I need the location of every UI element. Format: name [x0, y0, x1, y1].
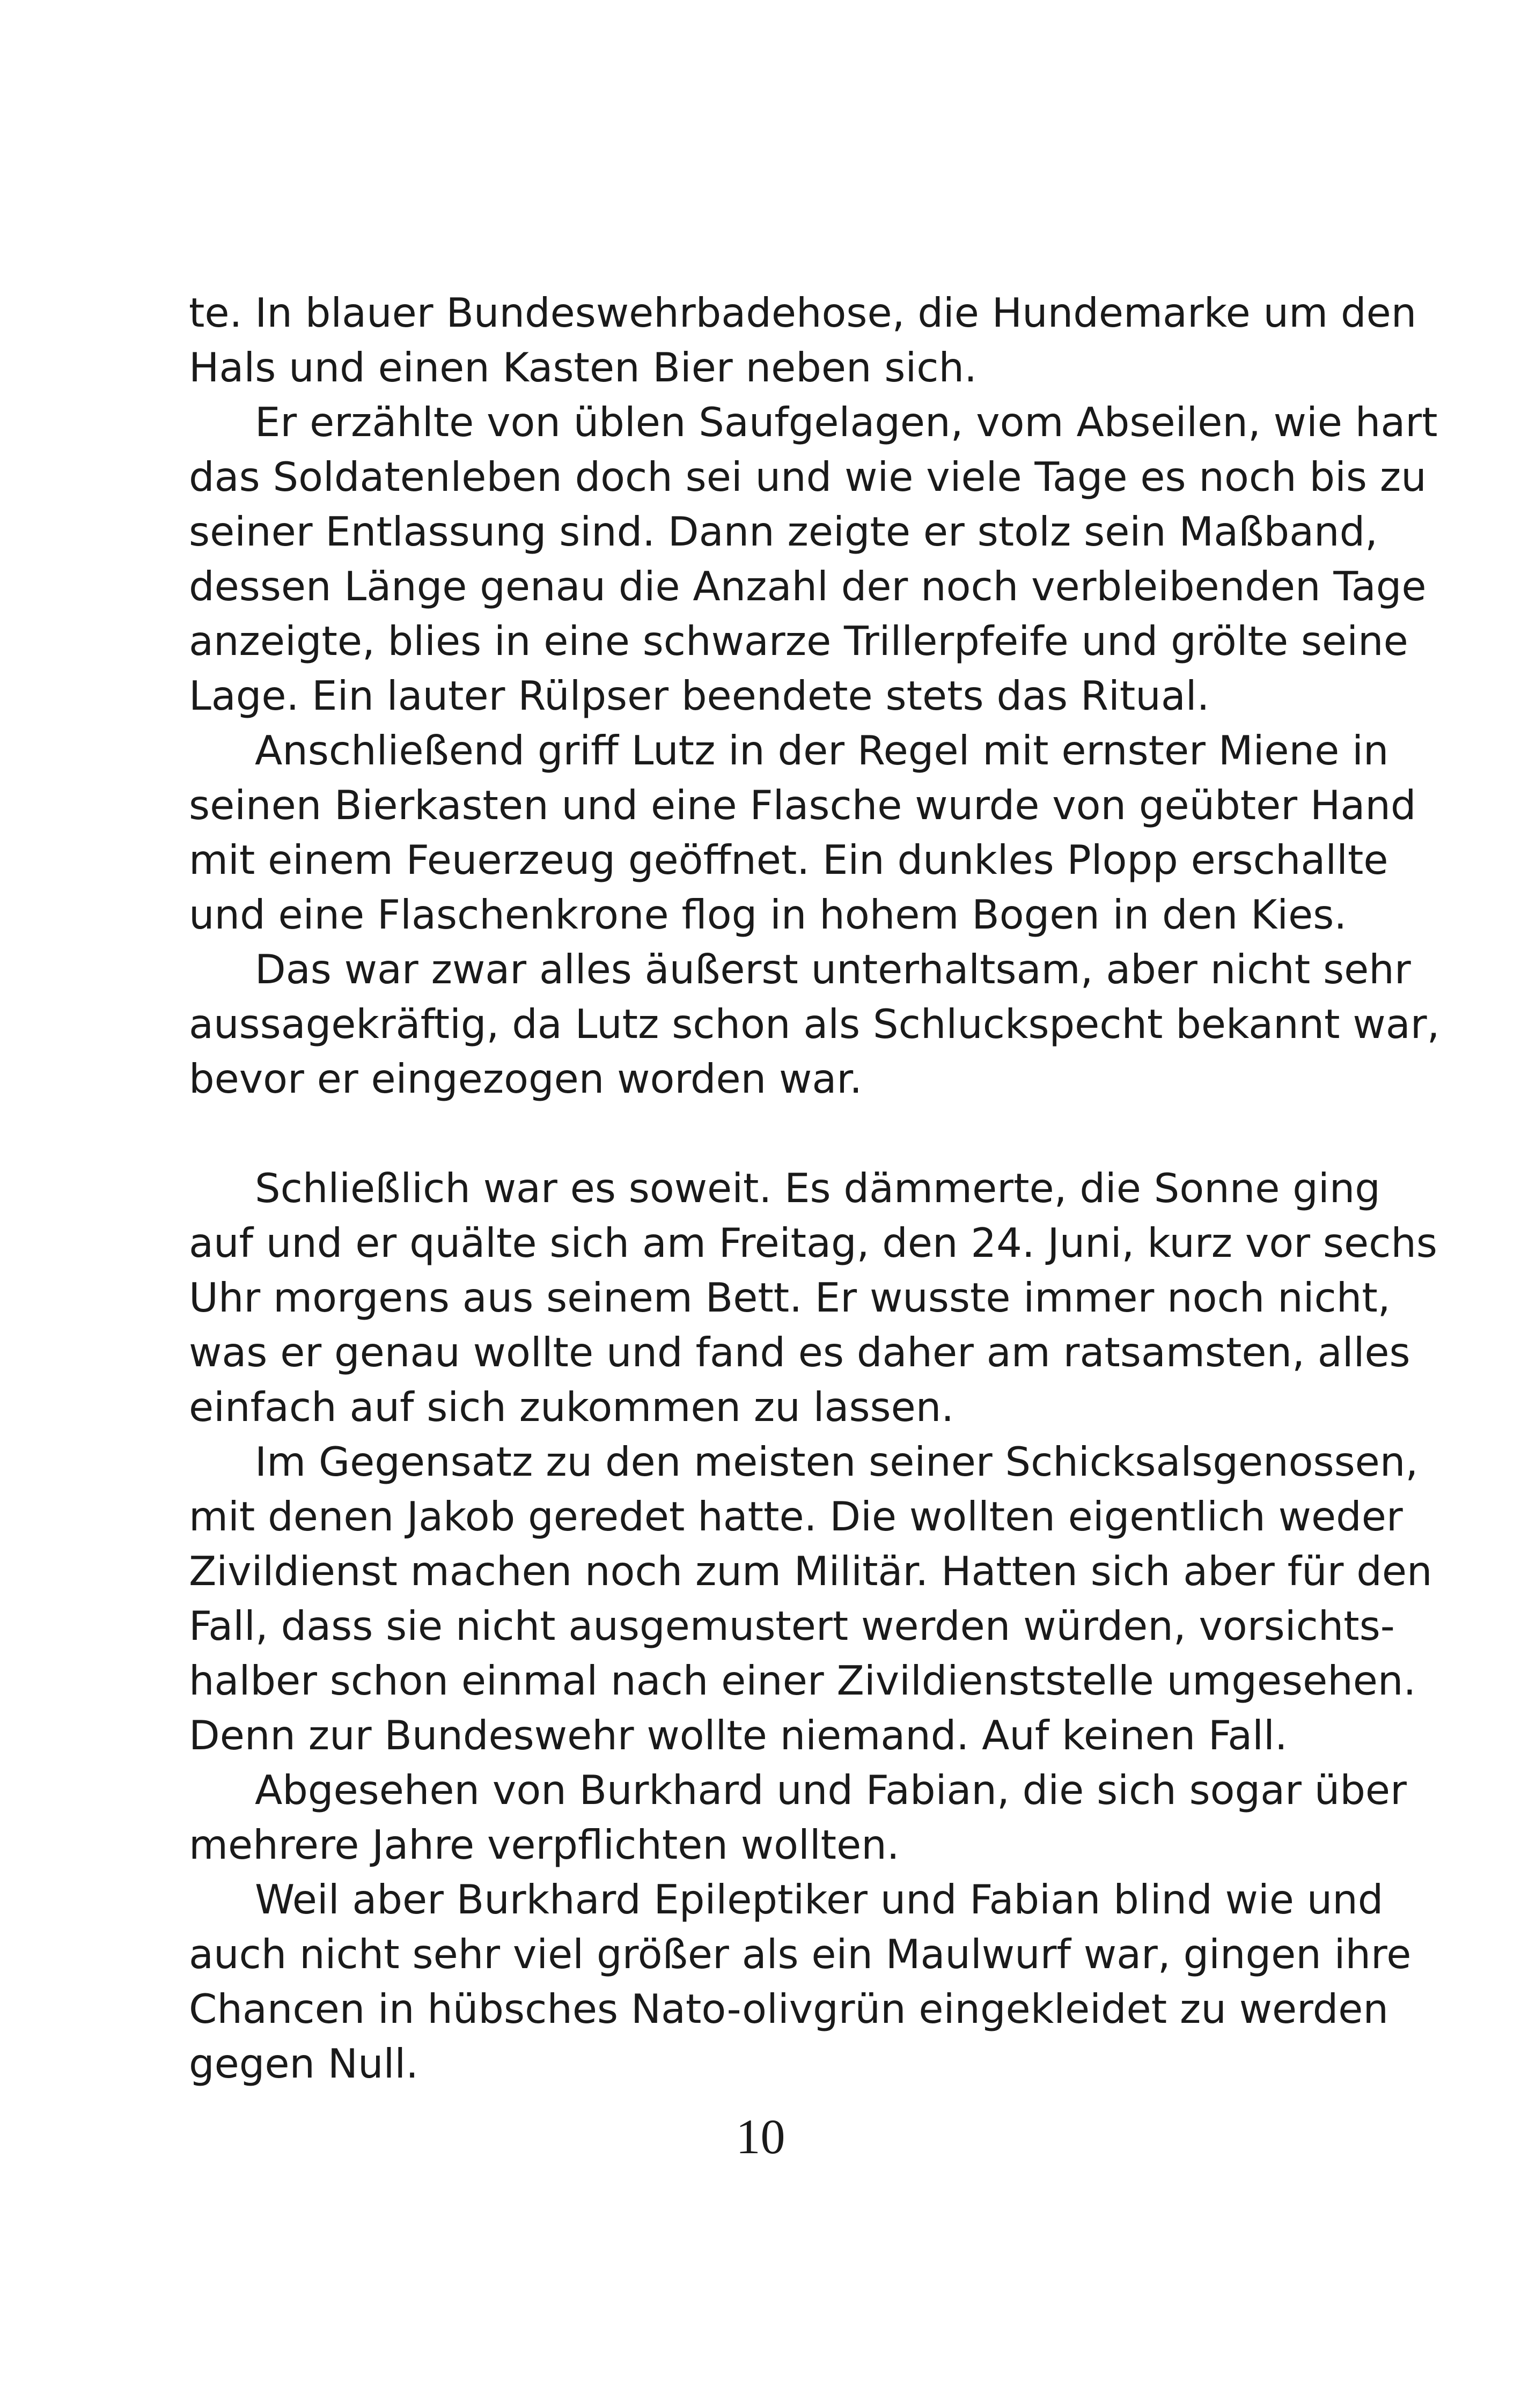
- paragraph: [189, 723, 1416, 942]
- text-line: anzeigte, blies in eine schwarze Trillerpfeife und grölte seine: [189, 617, 1408, 665]
- body-text: [189, 285, 1440, 2091]
- text-line: Chancen in hübsches Nato-olivgrün eingekleidet zu werden: [189, 1985, 1388, 2033]
- text-line: Zivildienst machen noch zum Militär. Hatten sich aber für den: [189, 1548, 1432, 1595]
- text-line: Abgesehen von Burkhard und Fabian, die sich sogar über: [255, 1766, 1407, 1814]
- text-line: Fall, dass sie nicht ausgemustert werden würden, vorsichts-: [189, 1602, 1395, 1649]
- paragraph: [189, 1161, 1437, 1434]
- text-line: mit einem Feuerzeug geöffnet. Ein dunkles Plopp erschallte: [189, 836, 1388, 883]
- text-line: Lage. Ein lauter Rülpser beendete stets das Ritual.: [189, 672, 1210, 719]
- text-line: mehrere Jahre verpflichten wollten.: [189, 1821, 900, 1868]
- text-line: Er erzählte von üblen Saufgelagen, vom Abseilen, wie hart: [255, 399, 1438, 446]
- paragraph: [189, 942, 1440, 1106]
- paragraph: [189, 285, 1417, 395]
- text-line: dessen Länge genau die Anzahl der noch verbleibenden Tage: [189, 563, 1427, 610]
- paragraph: [189, 1434, 1432, 1763]
- text-line: Uhr morgens aus seinem Bett. Er wusste immer noch nicht,: [189, 1274, 1391, 1321]
- text-line: Anschließend griff Lutz in der Regel mit ernster Miene in: [255, 727, 1389, 774]
- paragraph: [189, 1763, 1407, 1872]
- paragraph: [189, 395, 1438, 723]
- text-line: einfach auf sich zukommen zu lassen.: [189, 1383, 954, 1431]
- text-line: Weil aber Burkhard Epileptiker und Fabian blind wie und: [255, 1876, 1384, 1923]
- text-line: halber schon einmal nach einer Zivildienststelle umgesehen.: [189, 1657, 1416, 1704]
- paragraph: [189, 1872, 1412, 2091]
- text-line: Im Gegensatz zu den meisten seiner Schicksalsgenossen,: [255, 1438, 1419, 1485]
- text-line: bevor er eingezogen worden war.: [189, 1055, 863, 1102]
- text-line: Schließlich war es soweit. Es dämmerte, die Sonne ging: [255, 1165, 1380, 1212]
- text-line: was er genau wollte und fand es daher am ratsamsten, alles: [189, 1329, 1410, 1376]
- text-line: mit denen Jakob geredet hatte. Die wollten eigentlich weder: [189, 1493, 1403, 1540]
- section-break: [189, 1106, 1304, 1161]
- text-line: auch nicht sehr viel größer als ein Maulwurf war, gingen ihre: [189, 1931, 1412, 1978]
- text-line: Denn zur Bundeswehr wollte niemand. Auf keinen Fall.: [189, 1712, 1288, 1759]
- text-line: seiner Entlassung sind. Dann zeigte er stolz sein Maßband,: [189, 508, 1378, 555]
- text-line: Das war zwar alles äußerst unterhaltsam, aber nicht sehr: [255, 946, 1411, 993]
- text-line: gegen Null.: [189, 2040, 419, 2087]
- text-line: seinen Bierkasten und eine Flasche wurde von geübter Hand: [189, 782, 1416, 829]
- text-line: und eine Flaschenkrone flog in hohem Bogen in den Kies.: [189, 891, 1347, 938]
- text-line: te. In blauer Bundeswehrbadehose, die Hundemarke um den: [189, 289, 1417, 336]
- text-line: aussagekräftig, da Lutz schon als Schluckspecht bekannt war,: [189, 1000, 1440, 1048]
- text-line: auf und er quälte sich am Freitag, den 24. Juni, kurz vor sechs: [189, 1219, 1437, 1266]
- page-number: 10: [736, 2109, 785, 2164]
- text-line: Hals und einen Kasten Bier neben sich.: [189, 344, 977, 391]
- text-line: das Soldatenleben doch sei und wie viele Tage es noch bis zu: [189, 453, 1427, 500]
